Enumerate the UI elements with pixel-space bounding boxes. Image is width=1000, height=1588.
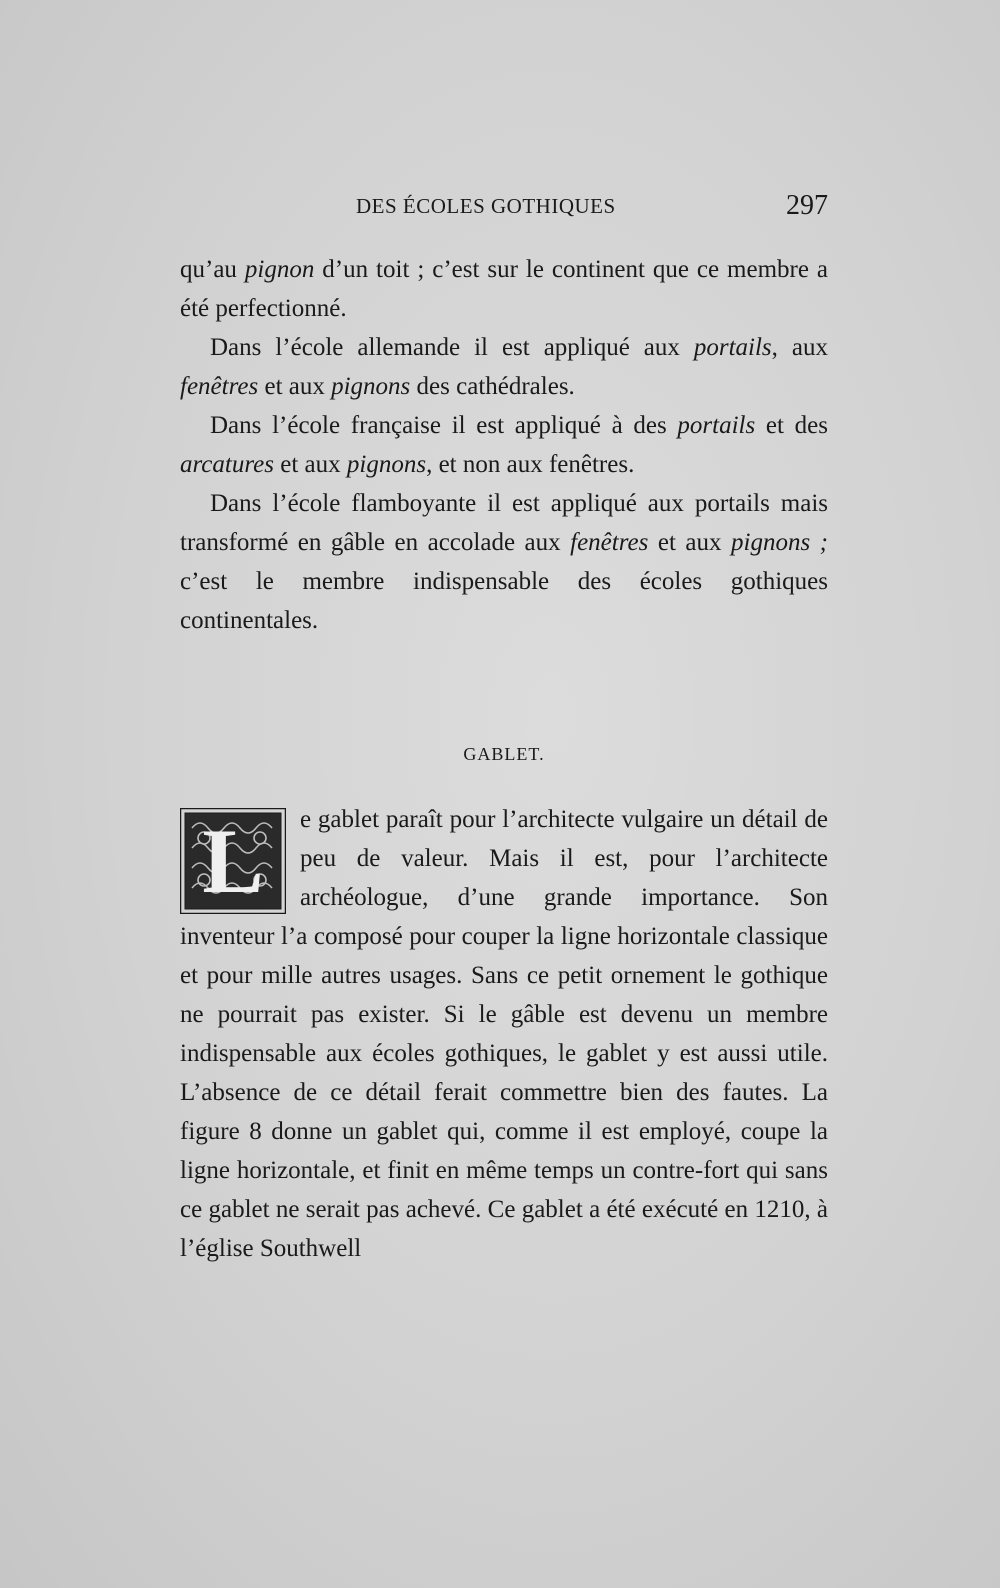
italic-term: portails <box>693 334 772 361</box>
paragraph <box>180 484 828 640</box>
text-run: Dans l’école française il est appliqué à des <box>210 412 678 439</box>
running-head <box>180 190 828 226</box>
italic-term: fenêtres <box>570 529 649 556</box>
running-title: DES ÉCOLES GOTHIQUES <box>356 194 616 218</box>
text-run: et aux <box>258 373 332 400</box>
italic-term: portails <box>677 412 756 439</box>
section-text: e gablet paraît pour l’architecte vulgaire un détail de peu de valeur. Mais il est, pour l’architecte archéologue, d’une grande importance. Son inventeur l’a composé pour couper la ligne horizontale classique et pour mille autres usages. Sans ce petit ornement le gothique ne pourrait pas exister. Si le gâble est devenu un membre indispensable aux écoles gothiques, le gablet y est aussi utile. L’absence de ce détail ferait commettre bien des fautes. La figure 8 donne un gablet qui, comme il est employé, coupe la ligne horizontale, et finit en même temps un contre-fort qui sans ce gablet ne serait pas achevé. Ce gablet a été exécuté en 1210, à l’église Southwell <box>180 806 828 1262</box>
text-run: c’est le membre indispensable des écoles gothiques continentales. <box>180 568 828 634</box>
italic-term: pignons <box>331 373 411 400</box>
ornamental-initial <box>180 808 286 914</box>
italic-term: arcatures <box>180 451 274 478</box>
text-run: et aux <box>273 451 347 478</box>
text-run: , et non aux fenêtres. <box>426 451 635 478</box>
text-run: et des <box>755 412 828 439</box>
text-run: Dans l’école allemande il est appliqué aux <box>210 334 694 361</box>
text-run: qu’au <box>180 256 245 283</box>
ornamental-frame-icon <box>180 808 286 914</box>
dropcap-letter: L <box>202 810 264 912</box>
page-number: 297 <box>786 190 828 221</box>
italic-term: fenêtres <box>180 373 259 400</box>
text-run: d’un toit ; c’est sur le continent que ce membre a été perfectionné. <box>180 256 828 322</box>
paragraph <box>180 406 828 484</box>
text-block <box>180 250 828 640</box>
paragraph <box>180 328 828 406</box>
italic-term: pignon <box>244 256 315 283</box>
paragraph <box>180 250 828 328</box>
text-run: , aux <box>771 334 828 361</box>
text-run: des cathédrales. <box>410 373 575 400</box>
section-body <box>180 800 828 1268</box>
section-heading: GABLET. <box>463 744 545 764</box>
italic-term: pignons <box>346 451 427 478</box>
italic-term: pignons ; <box>731 529 828 556</box>
text-run: et aux <box>648 529 731 556</box>
text-run: Dans l’école flamboyante il est appliqué aux portails mais transformé en gâble en accolade aux <box>180 490 828 556</box>
